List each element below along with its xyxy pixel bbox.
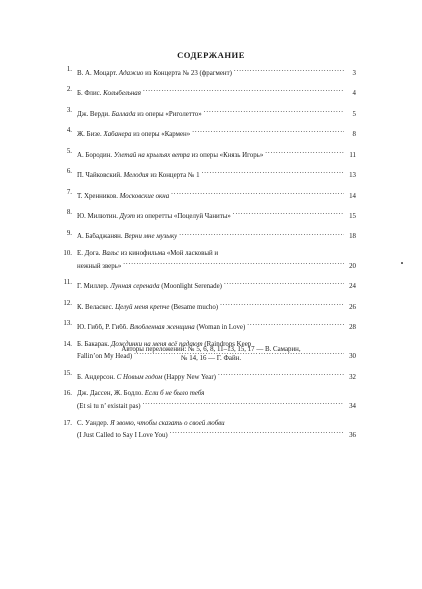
dot-leader: [192, 127, 344, 136]
entry-text: Б. Андерсон.: [77, 373, 117, 381]
entry-text: (Woman in Love): [194, 324, 246, 331]
entry-title: [77, 172, 200, 181]
entry-title: [77, 432, 168, 441]
entry-text: В. А. Моцарт.: [77, 69, 119, 77]
page-number: 11: [349, 151, 356, 159]
page-number: 24: [349, 283, 356, 291]
entry-text: (Besame mucho): [169, 303, 219, 311]
piece-title: Лунная серенада: [110, 283, 160, 291]
scan-speck: [401, 262, 403, 264]
dot-leader: [179, 230, 344, 239]
page-title: СОДЕРЖАНИЕ: [177, 50, 245, 60]
entry-text: С. Уандер.: [77, 419, 111, 427]
entry-title: [77, 131, 190, 140]
piece-title: Целуй меня крепче: [115, 303, 170, 311]
entry-text: Ю. Милютин.: [77, 212, 120, 220]
dot-leader: [123, 259, 344, 268]
toc-entry: [58, 189, 356, 201]
entry-number: 10.: [63, 250, 72, 258]
entry-text: нежный зверь»: [77, 262, 122, 270]
piece-title: Влюбленная женщина: [129, 324, 195, 331]
dot-leader: [171, 189, 344, 198]
entry-text: Т. Хренников.: [77, 192, 120, 200]
page-number: 34: [349, 402, 356, 410]
dot-leader: [170, 428, 344, 437]
table-of-contents: [58, 66, 356, 440]
entry-text: Fallin’on My Head): [77, 353, 133, 361]
entry-text: Ю. Гибб, Р. Гибб.: [77, 324, 130, 331]
entry-title: [77, 70, 232, 79]
page-number: 32: [349, 373, 356, 381]
entry-first-line: [77, 250, 356, 259]
page-number: 36: [349, 431, 356, 439]
entry-text: (I Just Called to Say I Love You): [77, 431, 168, 439]
page-number: 20: [349, 262, 356, 270]
entry-text: (Happy New Year): [162, 373, 216, 381]
entry-text: (Moonlight Serenade): [159, 283, 222, 291]
entry-text: П. Чайковский.: [77, 172, 124, 180]
piece-title: Дуэт: [119, 212, 135, 220]
entry-text: Б. Флис.: [77, 90, 104, 98]
entry-title: [77, 324, 245, 333]
piece-title: Мелодия: [123, 172, 149, 180]
page-number: 30: [349, 353, 356, 361]
entry-text: из кинофильма «Мой ласковый и: [119, 250, 219, 258]
entry-title: [77, 403, 141, 412]
entry-number: 12.: [63, 299, 72, 307]
entry-text: Дж. Дассен, Ж. Бодло.: [77, 390, 145, 398]
dot-leader: [143, 399, 344, 408]
piece-title: Баллада: [111, 110, 136, 118]
entry-number: 5.: [66, 147, 72, 155]
dot-leader: [202, 168, 344, 177]
page-number: 5: [352, 110, 356, 118]
piece-title: Вальс: [102, 250, 119, 258]
entry-text: Дж. Верди.: [77, 110, 112, 118]
entry-number: 15.: [63, 369, 72, 377]
entry-text: из оперы «Риголетто»: [135, 110, 202, 118]
entry-number: 17.: [63, 419, 72, 427]
entry-first-line: [77, 420, 356, 429]
entry-number: 3.: [66, 106, 72, 114]
entry-title: [77, 283, 222, 292]
entry-title: [77, 263, 121, 272]
toc-entry: [58, 250, 356, 271]
piece-title: Верни мне музыку: [124, 233, 178, 241]
entry-number: 4.: [66, 127, 72, 135]
toc-entry: [58, 66, 356, 78]
toc-entry: [58, 279, 356, 291]
entry-number: 2.: [66, 86, 72, 94]
entry-text: из Концерта № 23 (фрагмент): [143, 69, 232, 77]
dot-leader: [234, 66, 344, 75]
entry-title: [77, 90, 141, 99]
piece-title: С Новым годом: [116, 373, 163, 381]
page-number: 3: [352, 69, 356, 77]
entry-number: 7.: [66, 188, 72, 196]
toc-entry: [58, 86, 356, 98]
entry-first-line: [77, 390, 356, 399]
piece-title: Я звоню, чтобы сказать о своей любви: [110, 419, 225, 427]
page-number: 18: [349, 233, 356, 241]
toc-entry: [58, 320, 356, 332]
toc-entry: [58, 107, 356, 119]
dot-leader: [220, 300, 344, 309]
entry-number: 6.: [66, 168, 72, 176]
entry-title: [77, 233, 177, 242]
entry-title: [77, 374, 216, 383]
piece-title: Колыбельная: [103, 90, 141, 98]
page-number: 4: [352, 90, 356, 98]
toc-entry: [58, 420, 356, 441]
dot-leader: [265, 148, 344, 157]
piece-title: Улетай на крыльях ветра: [113, 151, 190, 159]
entry-title: [77, 213, 231, 222]
entry-text: К. Веласкес.: [77, 303, 116, 311]
page-number: 8: [352, 131, 356, 139]
piece-title: Адажио: [118, 69, 144, 77]
entry-text: Е. Дога.: [77, 250, 103, 258]
entry-title: [77, 111, 202, 120]
toc-entry: [58, 370, 356, 382]
entry-text: А. Бородин.: [77, 151, 114, 159]
entry-text: из оперы «Князь Игорь»: [189, 151, 264, 159]
dot-leader: [143, 86, 344, 95]
page-number: 28: [349, 324, 356, 331]
toc-entry: [58, 390, 356, 411]
piece-title: Дождинки на меня всё падают: [111, 340, 203, 348]
credits-line-1: Авторы переложений: № 5, 6, 8, 11–13, 15, 17 — В. Самарин,: [121, 346, 301, 353]
entry-text: из Концерта № 1: [148, 172, 200, 180]
entry-number: 1.: [66, 66, 72, 73]
toc-entry: [58, 230, 356, 242]
entry-number: 16.: [63, 390, 72, 398]
entry-text: Г. Миллер.: [77, 283, 111, 291]
entry-number: 9.: [66, 229, 72, 237]
toc-entry: [58, 148, 356, 160]
toc-entry: [58, 168, 356, 180]
entry-text: из оперетты «Поцелуй Чаниты»: [134, 212, 231, 220]
arrangers-credits: [0, 345, 422, 363]
entry-number: 13.: [63, 320, 72, 328]
page-number: 14: [349, 192, 356, 200]
entry-text: (Raindrops Keep: [202, 340, 252, 348]
entry-text: Б. Бакарак.: [77, 340, 112, 348]
entry-text: (Et si tu n’ existait pas): [77, 402, 141, 410]
entry-number: 11.: [63, 279, 72, 287]
page-number: 15: [349, 212, 356, 220]
entry-text: А. Бабаджанян.: [77, 233, 125, 241]
credits-line-2: № 14, 16 — Г. Файн.: [180, 355, 242, 362]
piece-title: Хабанера: [103, 131, 132, 139]
dot-leader: [233, 209, 344, 218]
page-number: 13: [349, 172, 356, 180]
piece-title: Если б не было тебя: [144, 390, 205, 398]
entry-text: из оперы «Кармен»: [131, 131, 191, 139]
toc-entry: [58, 209, 356, 221]
entry-number: 8.: [66, 209, 72, 217]
entry-title: [77, 152, 263, 161]
dot-leader: [224, 279, 344, 288]
entry-text: Ж. Бизе.: [77, 131, 104, 139]
dot-leader: [218, 370, 344, 379]
piece-title: Московские окна: [119, 192, 170, 200]
dot-leader: [247, 320, 344, 329]
entry-number: 14.: [63, 340, 72, 348]
dot-leader: [204, 107, 344, 116]
entry-title: [77, 193, 169, 202]
page-number: 26: [349, 303, 356, 311]
toc-entry: [58, 127, 356, 139]
entry-title: [77, 304, 218, 313]
toc-entry: [58, 300, 356, 312]
